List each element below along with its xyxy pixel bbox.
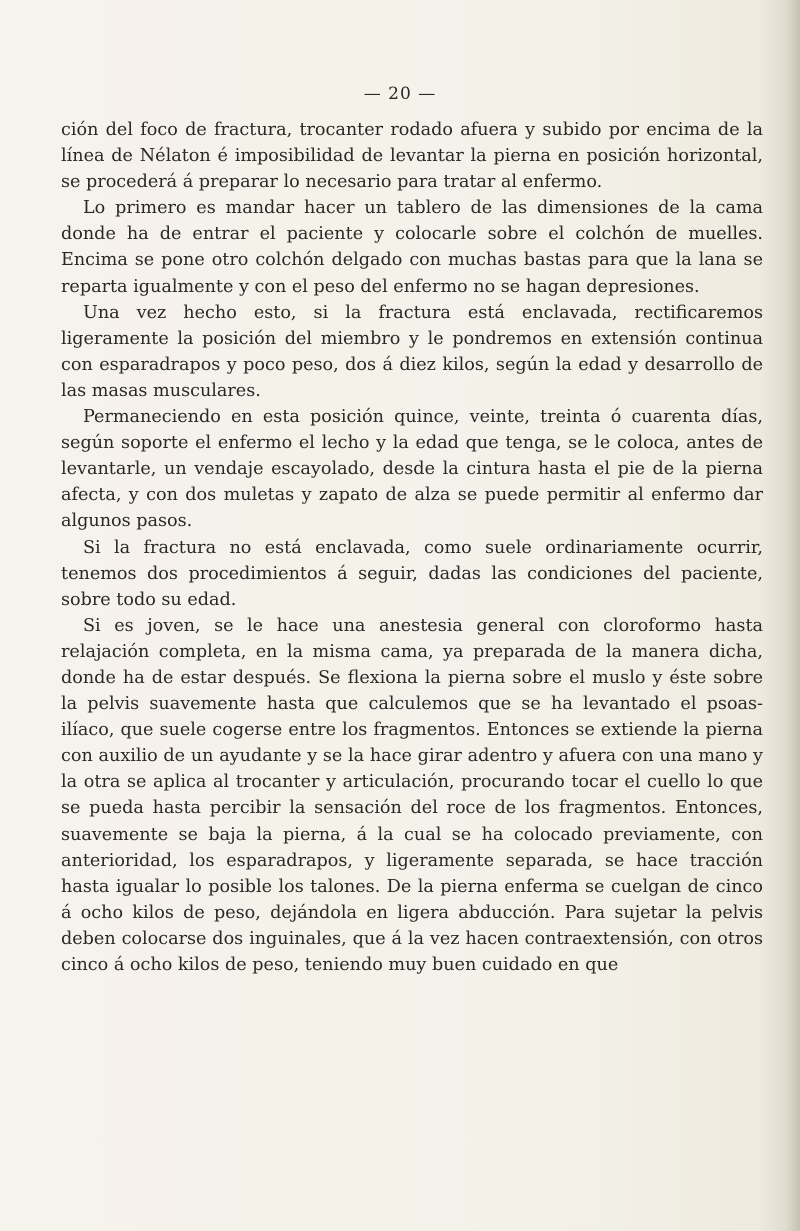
page-edge-shadow [786,0,800,1231]
body-text [61,117,763,978]
paragraph-6: Si es joven, se le hace una anestesia general con cloroformo hasta relajación completa, en la misma cama, ya preparada de la manera dicha, donde ha de estar después. Se flexiona la pierna sobre el muslo y éste sobre la pelvis suavemente hasta que calculemos que se ha levantado el psoas-ilíaco, que suele cogerse entre los fragmentos. Entonces se extiende la pierna con auxilio de un ayudante y se la hace girar adentro y afuera con una mano y la otra se aplica al trocanter y articulación, procurando tocar el cuello lo que se pueda hasta percibir la sensación del roce de los fragmentos. Entonces, suavemente se baja la pierna, á la cual se ha colocado previamente, con anterioridad, los esparadrapos, y ligeramente separada, se hace tracción hasta igualar lo posible los talones. De la pierna enferma se cuelgan de cinco á ocho kilos de peso, dejándola en ligera abducción. Para sujetar la pelvis deben colocarse dos inguinales, que á la vez hacen contraextensión, con otros cinco á ocho kilos de peso, teniendo muy buen cuidado en que [61,615,763,975]
paragraph-5: Si la fractura no está enclavada, como suele ordinariamente ocurrir, tenemos dos procedimientos á seguir, dadas las condiciones del paciente, sobre todo su edad. [61,537,763,610]
paragraph-3: Una vez hecho esto, si la fractura está enclavada, rectificaremos ligeramente la posición del miembro y le pondremos en extensión continua con esparadrapos y poco peso, dos á diez kilos, según la edad y desarrollo de las masas musculares. [61,302,763,401]
page-number: — 20 — [363,84,437,104]
paragraph-2: Lo primero es mandar hacer un tablero de las dimensiones de la cama donde ha de entrar el paciente y colocarle sobre el colchón de muelles. Encima se pone otro colchón delgado con muchas bastas para que la lana se reparta igualmente y con el peso del enfermo no se hagan depresiones. [61,198,763,297]
paragraph-4: Permaneciendo en esta posición quince, veinte, treinta ó cuarenta días, según soporte el enfermo el lecho y la edad que tenga, se le coloca, antes de levantarle, un vendaje escayolado, desde la cintura hasta el pie de la pierna afecta, y con dos muletas y zapato de alza se puede permitir al enfermo dar algunos pasos. [61,407,763,532]
paragraph-1: ción del foco de fractura, trocanter rodado afuera y subido por encima de la línea de Nélaton é imposibilidad de levantar la pierna en posición horizontal, se procederá á preparar lo necesario para tratar al enfermo. [61,120,763,193]
